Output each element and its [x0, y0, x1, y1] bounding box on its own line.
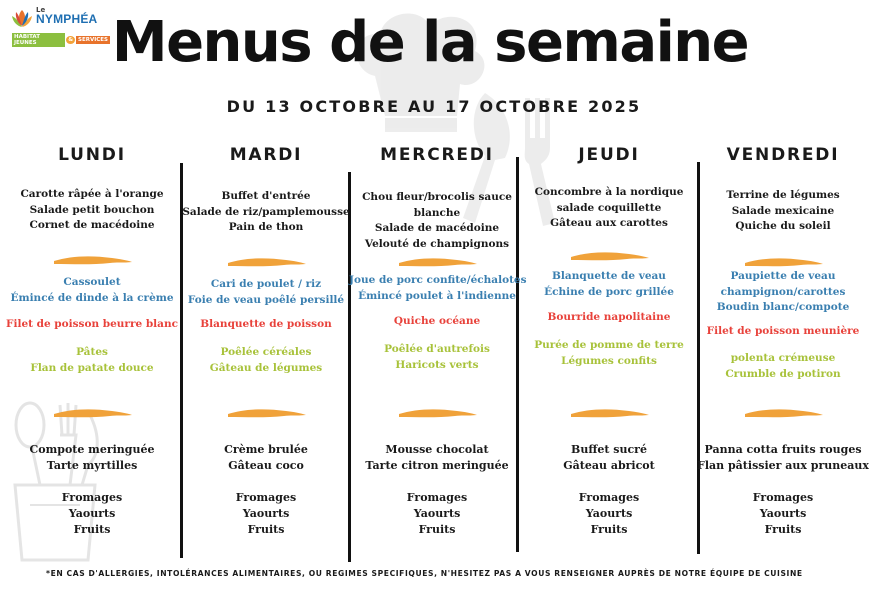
- main-dishes-list-item: Paupiette de veau: [730, 270, 836, 282]
- logo-tagline-part: SERVICES: [77, 37, 108, 43]
- starters-list: [521, 185, 697, 232]
- main-dishes-list: [4, 275, 180, 306]
- day-name: VENDREDI: [726, 145, 840, 165]
- side-dishes-list: [349, 342, 525, 373]
- cheese-yogurt-fruit-list-item: Yaourts: [759, 507, 807, 520]
- cheese-yogurt-fruit-list: [4, 490, 180, 538]
- starters-list-item: Buffet d'entrée: [221, 190, 311, 202]
- starters-list: [178, 189, 354, 236]
- starters-list-item: Terrine de légumes: [726, 189, 840, 201]
- side-dishes-list: [695, 351, 871, 382]
- date-range: DU 13 OCTOBRE AU 17 OCTOBRE 2025: [226, 97, 642, 116]
- starters-list-item: Salade de riz/pamplemousse: [182, 205, 350, 218]
- fish-dish-list-item: Filet de poisson meunière: [706, 325, 860, 337]
- main-dishes-list-item: Émincé de dinde à la crème: [10, 291, 174, 304]
- desserts-list-item: Gâteau coco: [228, 459, 304, 472]
- swoosh-divider-icon: [224, 254, 308, 268]
- cheese-yogurt-fruit-list: [178, 490, 354, 538]
- swoosh-divider-icon: [224, 405, 308, 419]
- cheese-yogurt-fruit-list-item: Yaourts: [68, 507, 116, 520]
- starters-list: [695, 188, 871, 235]
- logo-brand-name: NYMPHÉA: [36, 12, 98, 26]
- desserts-list-item: Panna cotta fruits rouges: [704, 443, 862, 456]
- cheese-yogurt-fruit-list-item: Fromages: [61, 491, 123, 504]
- day-column-vendredi: [695, 0, 871, 600]
- starters-list-item: Chou fleur/brocolis sauce: [362, 191, 512, 203]
- main-dishes-list-item: Échine de porc grillée: [544, 285, 674, 298]
- cheese-yogurt-fruit-list: [349, 490, 525, 538]
- desserts-list-item: Gâteau abricot: [563, 459, 655, 472]
- side-dishes-list-item: Crumble de potiron: [725, 367, 841, 380]
- starters-list-item: Salade mexicaine: [731, 204, 835, 217]
- swoosh-divider-icon: [395, 254, 479, 268]
- desserts-list-item: Flan pâtissier aux pruneaux: [697, 459, 869, 472]
- logo-tagline-ampersand: &: [68, 37, 73, 43]
- fish-dish-list: [349, 314, 525, 330]
- side-dishes-list-item: Purée de pomme de terre: [534, 339, 684, 351]
- fish-dish-list: [178, 317, 354, 333]
- day-name: LUNDI: [58, 145, 126, 165]
- main-dishes-list-item: Blanquette de veau: [552, 270, 666, 282]
- day-column-jeudi: [521, 0, 697, 600]
- starters-list-item: salade coquillette: [556, 201, 662, 214]
- cheese-yogurt-fruit-list-item: Fruits: [247, 523, 285, 536]
- side-dishes-list-item: Flan de patate douce: [30, 361, 154, 374]
- desserts-list: [349, 442, 525, 474]
- cheese-yogurt-fruit-list-item: Fromages: [578, 491, 640, 504]
- main-dishes-list: [521, 269, 697, 300]
- cheese-yogurt-fruit-list-item: Yaourts: [413, 507, 461, 520]
- cheese-yogurt-fruit-list-item: Fruits: [73, 523, 111, 536]
- starters-list: [349, 190, 525, 252]
- swoosh-divider-icon: [50, 405, 134, 419]
- side-dishes-list-item: Poêlée d'autrefois: [384, 343, 490, 355]
- cheese-yogurt-fruit-list-item: Fruits: [590, 523, 628, 536]
- cheese-yogurt-fruit-list-item: Yaourts: [585, 507, 633, 520]
- cheese-yogurt-fruit-list-item: Fromages: [406, 491, 468, 504]
- side-dishes-list-item: Légumes confits: [561, 354, 657, 367]
- main-dishes-list-item: Boudin blanc/compote: [716, 301, 850, 313]
- starters-list-item: Salade petit bouchon: [29, 203, 155, 216]
- main-dishes-list: [349, 273, 525, 304]
- fish-dish-list-item: Quiche océane: [393, 315, 481, 327]
- side-dishes-list-item: Haricots verts: [395, 358, 479, 371]
- starters-list-item: Cornet de macédoine: [29, 219, 155, 231]
- main-dishes-list-item: Foie de veau poêlé persillé: [187, 293, 345, 306]
- allergy-notice: *EN CAS D'ALLERGIES, INTOLÉRANCES ALIMENTAIRES, OU REGIMES SPECIFIQUES, N'HESITEZ PAS A VOUS RENSEIGNER AUPRÈS DE NOTRE ÉQUIPE DE CUISINE: [46, 569, 803, 578]
- swoosh-divider-icon: [567, 405, 651, 419]
- day-column-mercredi: [349, 0, 525, 600]
- starters-list-item: Pain de thon: [228, 221, 304, 233]
- desserts-list-item: Mousse chocolat: [385, 443, 489, 456]
- page-title: Menus de la semaine: [111, 10, 749, 75]
- fish-dish-list-item: Filet de poisson beurre blanc: [6, 318, 178, 330]
- main-dishes-list: [178, 277, 354, 308]
- main-dishes-list-item: champignon/carottes: [720, 285, 846, 298]
- cheese-yogurt-fruit-list-item: Fruits: [418, 523, 456, 536]
- side-dishes-list-item: Gâteau de légumes: [209, 361, 323, 374]
- starters-list-item: Velouté de champignons: [364, 237, 510, 250]
- main-dishes-list-item: Joue de porc confite/échalotes: [349, 274, 527, 286]
- main-dishes-list: [695, 269, 871, 316]
- starters-list-item: Gâteau aux carottes: [550, 217, 668, 229]
- swoosh-divider-icon: [567, 248, 651, 262]
- side-dishes-list: [178, 345, 354, 376]
- main-dishes-list-item: Cari de poulet / riz: [210, 278, 322, 290]
- desserts-list-item: Tarte myrtilles: [46, 459, 138, 472]
- day-column-mardi: [178, 0, 354, 600]
- starters-list-item: Salade de macédoine: [374, 222, 500, 234]
- starters-list-item: blanche: [413, 206, 461, 219]
- side-dishes-list-item: Pâtes: [76, 346, 108, 358]
- fish-dish-list: [695, 324, 871, 340]
- side-dishes-list: [4, 345, 180, 376]
- cheese-yogurt-fruit-list: [521, 490, 697, 538]
- desserts-list-item: Tarte citron meringuée: [365, 459, 509, 472]
- main-dishes-list-item: Émincé poulet à l'indienne: [358, 289, 516, 302]
- cheese-yogurt-fruit-list-item: Fruits: [764, 523, 802, 536]
- cheese-yogurt-fruit-list-item: Fromages: [752, 491, 814, 504]
- starters-list-item: Concombre à la nordique: [534, 186, 684, 198]
- desserts-list: [521, 442, 697, 474]
- cheese-yogurt-fruit-list: [695, 490, 871, 538]
- day-name: JEUDI: [578, 145, 640, 165]
- side-dishes-list-item: polenta crémeuse: [730, 352, 836, 364]
- desserts-list-item: Crème brulée: [224, 443, 308, 456]
- desserts-list-item: Compote meringuée: [29, 443, 155, 456]
- desserts-list: [178, 442, 354, 474]
- desserts-list: [695, 442, 871, 474]
- cheese-yogurt-fruit-list-item: Yaourts: [242, 507, 290, 520]
- logo-tagline-part: HABITAT JEUNES: [12, 33, 65, 47]
- fish-dish-list-item: Bourride napolitaine: [547, 311, 671, 323]
- side-dishes-list-item: Poêlée céréales: [220, 346, 312, 358]
- starters-list-item: Quiche du soleil: [735, 220, 831, 232]
- fish-dish-list: [4, 317, 180, 333]
- starters-list-item: Carotte râpée à l'orange: [20, 188, 164, 200]
- day-name: MARDI: [229, 145, 303, 165]
- swoosh-divider-icon: [50, 252, 134, 266]
- desserts-list: [4, 442, 180, 474]
- main-dishes-list-item: Cassoulet: [63, 276, 121, 288]
- day-column-lundi: [4, 0, 180, 600]
- swoosh-divider-icon: [741, 405, 825, 419]
- side-dishes-list: [521, 338, 697, 369]
- logo-prefix: Le: [36, 6, 46, 14]
- cheese-yogurt-fruit-list-item: Fromages: [235, 491, 297, 504]
- swoosh-divider-icon: [395, 405, 479, 419]
- starters-list: [4, 187, 180, 234]
- desserts-list-item: Buffet sucré: [571, 443, 647, 456]
- fish-dish-list: [521, 310, 697, 326]
- day-name: MERCREDI: [380, 145, 494, 165]
- fish-dish-list-item: Blanquette de poisson: [200, 318, 332, 330]
- swoosh-divider-icon: [741, 254, 825, 268]
